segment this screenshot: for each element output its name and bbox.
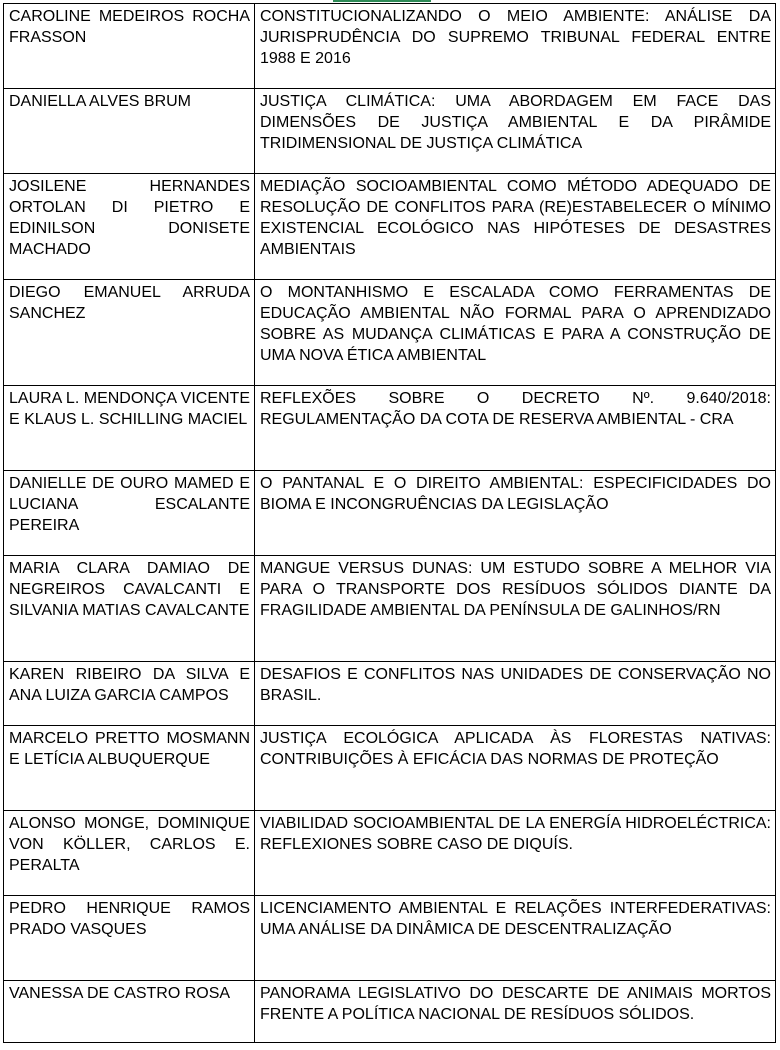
table-row [4,896,776,981]
author-cell: MARIA CLARA DAMIAO DE NEGREIROS CAVALCANTI E SILVANIA MATIAS CAVALCANTE [4,556,255,662]
author-cell: DANIELLA ALVES BRUM [4,89,255,174]
author-cell: CAROLINE MEDEIROS ROCHA FRASSON [4,4,255,89]
table-row [4,662,776,726]
table-row [4,4,776,89]
title-cell: O PANTANAL E O DIREITO AMBIENTAL: ESPECIFICIDADES DO BIOMA E INCONGRUÊNCIAS DA LEGISLAÇÃO [255,471,776,556]
author-cell: VANESSA DE CASTRO ROSA [4,981,255,1043]
author-cell: LAURA L. MENDONÇA VICENTE E KLAUS L. SCHILLING MACIEL [4,386,255,471]
table-row [4,471,776,556]
author-cell: ALONSO MONGE, DOMINIQUE VON KÖLLER, CARLOS E. PERALTA [4,811,255,896]
author-cell: PEDRO HENRIQUE RAMOS PRADO VASQUES [4,896,255,981]
table-row [4,386,776,471]
papers-table [3,3,776,1043]
author-cell: DIEGO EMANUEL ARRUDA SANCHEZ [4,280,255,386]
table-row [4,981,776,1043]
table-row [4,89,776,174]
title-cell: LICENCIAMENTO AMBIENTAL E RELAÇÕES INTERFEDERATIVAS: UMA ANÁLISE DA DINÂMICA DE DESCENTRALIZAÇÃO [255,896,776,981]
title-cell: DESAFIOS E CONFLITOS NAS UNIDADES DE CONSERVAÇÃO NO BRASIL. [255,662,776,726]
title-cell: O MONTANHISMO E ESCALADA COMO FERRAMENTAS DE EDUCAÇÃO AMBIENTAL NÃO FORMAL PARA O APRENDIZADO SOBRE AS MUDANÇA CLIMÁTICAS E PARA A CONSTRUÇÃO DE UMA NOVA ÉTICA AMBIENTAL [255,280,776,386]
table-row [4,811,776,896]
table-row [4,556,776,662]
author-cell: MARCELO PRETTO MOSMANN E LETÍCIA ALBUQUERQUE [4,726,255,811]
title-cell: PANORAMA LEGISLATIVO DO DESCARTE DE ANIMAIS MORTOS FRENTE A POLÍTICA NACIONAL DE RESÍDUOS SÓLIDOS. [255,981,776,1043]
title-cell: JUSTIÇA CLIMÁTICA: UMA ABORDAGEM EM FACE DAS DIMENSÕES DE JUSTIÇA AMBIENTAL E DA PIRÂMIDE TRIDIMENSIONAL DE JUSTIÇA CLIMÁTICA [255,89,776,174]
top-accent-bar [333,0,431,2]
title-cell: MANGUE VERSUS DUNAS: UM ESTUDO SOBRE A MELHOR VIA PARA O TRANSPORTE DOS RESÍDUOS SÓLIDOS DIANTE DA FRAGILIDADE AMBIENTAL DA PENÍNSULA DE GALINHOS/RN [255,556,776,662]
table-row [4,174,776,280]
table-row [4,726,776,811]
title-cell: REFLEXÕES SOBRE O DECRETO Nº. 9.640/2018: REGULAMENTAÇÃO DA COTA DE RESERVA AMBIENTAL - CRA [255,386,776,471]
title-cell: VIABILIDAD SOCIOAMBIENTAL DE LA ENERGÍA HIDROELÉCTRICA: REFLEXIONES SOBRE CASO DE DIQUÍS. [255,811,776,896]
author-cell: JOSILENE HERNANDES ORTOLAN DI PIETRO E EDINILSON DONISETE MACHADO [4,174,255,280]
title-cell: MEDIAÇÃO SOCIOAMBIENTAL COMO MÉTODO ADEQUADO DE RESOLUÇÃO DE CONFLITOS PARA (RE)ESTABELECER O MÍNIMO EXISTENCIAL ECOLÓGICO NAS HIPÓTESES DE DESASTRES AMBIENTAIS [255,174,776,280]
author-cell: KAREN RIBEIRO DA SILVA E ANA LUIZA GARCIA CAMPOS [4,662,255,726]
author-cell: DANIELLE DE OURO MAMED E LUCIANA ESCALANTE PEREIRA [4,471,255,556]
title-cell: JUSTIÇA ECOLÓGICA APLICADA ÀS FLORESTAS NATIVAS: CONTRIBUIÇÕES À EFICÁCIA DAS NORMAS DE PROTEÇÃO [255,726,776,811]
table-row [4,280,776,386]
title-cell: CONSTITUCIONALIZANDO O MEIO AMBIENTE: ANÁLISE DA JURISPRUDÊNCIA DO SUPREMO TRIBUNAL FEDERAL ENTRE 1988 E 2016 [255,4,776,89]
